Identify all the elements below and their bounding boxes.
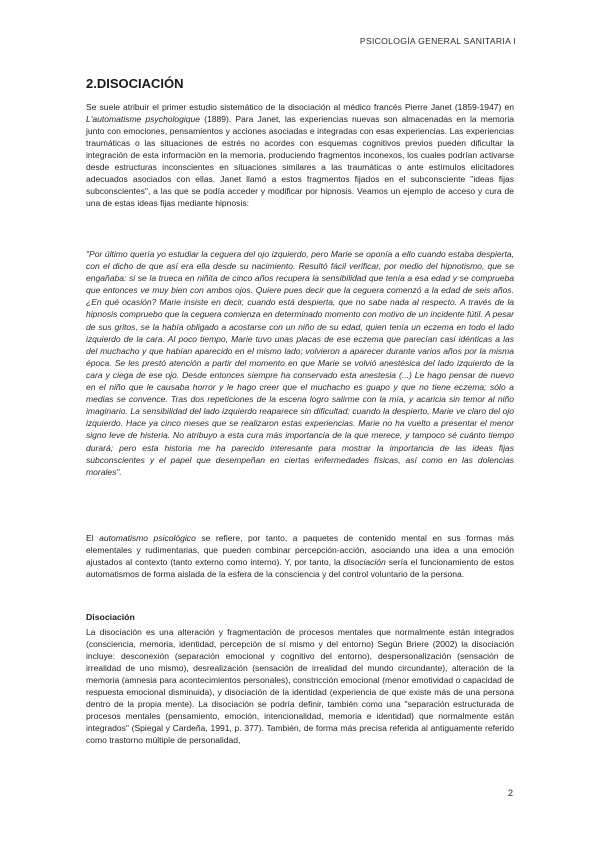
page-number: 2 [507,788,513,798]
disociacion-paragraph: La disociación es una alteración y fragmentación de procesos mentales que normalmente están integrados (consciencia, memoria, identidad, percepción de sí mismo y del entorno) Según Briere (2002) la disociación incluye: desconexión (separación emocional y cognitivo del entorno), despersonalización (sensación de irrealidad de uno mismo), desrealización (sensación de irrealidad del mundo circundante), alteración de la memoria (amnesia para acontecimientos personales), constricción emocional (menor emotividad o capacidad de respuesta emocional disminuida), y disociación de la identidad (experiencia de que existe más de una persona dentro de la propia mente). La disociación se podría definir, también como una "separación estructurada de procesos mentales (pensamiento, emoción, intencionalidad, memoria e identidad) que normalmente están integrados" (Spiegal y Cardeña, 1991, p. 377). También, de forma más precisa referida al antiguamente referido como trastorno múltiple de personalidad, [86,627,514,745]
term-disociacion: disociación [343,557,386,567]
quote-section [86,248,514,478]
book-title: L'automatisme psychologique [86,114,201,124]
explanation-section [86,532,514,580]
term-automatismo: automatismo psicológico [99,533,196,543]
janet-quote: "Por último quería yo estudiar la ceguera del ojo izquierdo, pero Marie se oponía a ello cuando estaba despierta, con el dicho de que así era ella desde su nacimiento. Resultó fácil verificar, por medio del hipnotismo, que se engañaba: si se la trueca en niñita de cinco años recupera la sensibilidad que tenía a esa edad y se comprueba que entonces ve muy bien con ambos ojos. Quiere pues decir que la ceguera comenzó a la edad de seis años. ¿En qué ocasión? Marie insiste en decir, cuando está despierta, que no sabe nada al respecto. A través de la hipnosis compruebo que la ceguera comienza en determinado momento con motivo de un incidente fútil. A pesar de sus gritos, se la había obligado a acostarse con un niño de su edad, quien tenía un eczema en todo el lado izquierdo de la cara. Al poco tiempo, Marie tuvo unas placas de ese eczema que parecían casi idénticas a las del muchacho y que habían aparecido en el mismo lado; volvieron a aparecer durante varios años por la misma época. Se les prestó atención a partir del momento en que Marie se volvió anestésica del lado izquierdo de la cara y ciega de ese ojo. Desde entonces siempre ha conservado esta anestesia (...) Le hago pensar de nuevo en el niño que le causaba horror y le hago creer que el muchacho es guapo y que no tiene eczema; sólo a medias se convence. Tras dos repeticiones de la escena logro salirme con la mía, y acaricia sin temor al niño imaginario. La sensibilidad del lado izquierdo reaparece sin dificultad; cuando la despierto, Marie ve claro del ojo izquierdo. Hace ya cinco meses que se realizaron estas experiencias. Marie no ha vuelto a presentar el menor signo leve de histeria. No atribuyo a esta cura más importancia de la que merece, y tampoco sé cuánto tiempo durará; pero esta historia me ha parecido interesante para mostrar la importancia de las ideas fijas subconscientes y el papel que desempeñan en ciertas enfermedades físicas, así como en las dolencias morales". [86,249,514,477]
subsection-heading: Disociación [86,612,135,622]
intro-text-b: (1889). Para Janet, las experiencias nuevas son almacenadas en la memoria junto con emociones, pensamientos y acciones asociadas e integradas con esas experiencias. Las experiencias traumáticas o las situaciones de estrés no acordes con esquemas cognitivos previos pueden dificultar la integración de esta información en la memoria, produciendo fragmentos inconexos, los cuales podrían activarse desde estructuras inconscientes en situaciones similares a las traumáticas o ante estímulos elicitadores adecuados asociados con ellas. Janet llamó a estos fragmentos fijados en el subconsciente "ideas fijas subconscientes", a las que se podía acceder y modificar por hipnosis. Veamos un ejemplo de acceso y cura de una de estas ideas fijas mediante hipnosis: [86,114,514,208]
explanation-text-c: sería el funcionamiento de estos automatismos de forma aislada de la esfera de la consciencia y del control voluntario de la persona. [86,557,514,579]
explanation-text-b: se refiere, por tanto, a paquetes de contenido mental en sus formas más elementales y rudimentarias, que pueden combinar percepción-acción, asociando una idea a una emoción ajustados al contexto (tanto externo como interno). Y, por tanto, la [86,533,514,567]
running-head: PSICOLOGÍA GENERAL SANITARIA I [359,36,516,46]
intro-paragraph [86,101,514,209]
explanation-text-a: El [86,533,100,543]
intro-section [86,101,514,209]
disociacion-section [86,611,514,746]
intro-text-a: Se suele atribuir el primer estudio sistemático de la disociación al médico francés Pierre Janet (1859-1947) en [86,102,514,112]
section-title: 2.DISOCIACIÓN [86,76,184,91]
explanation-paragraph [86,532,514,580]
